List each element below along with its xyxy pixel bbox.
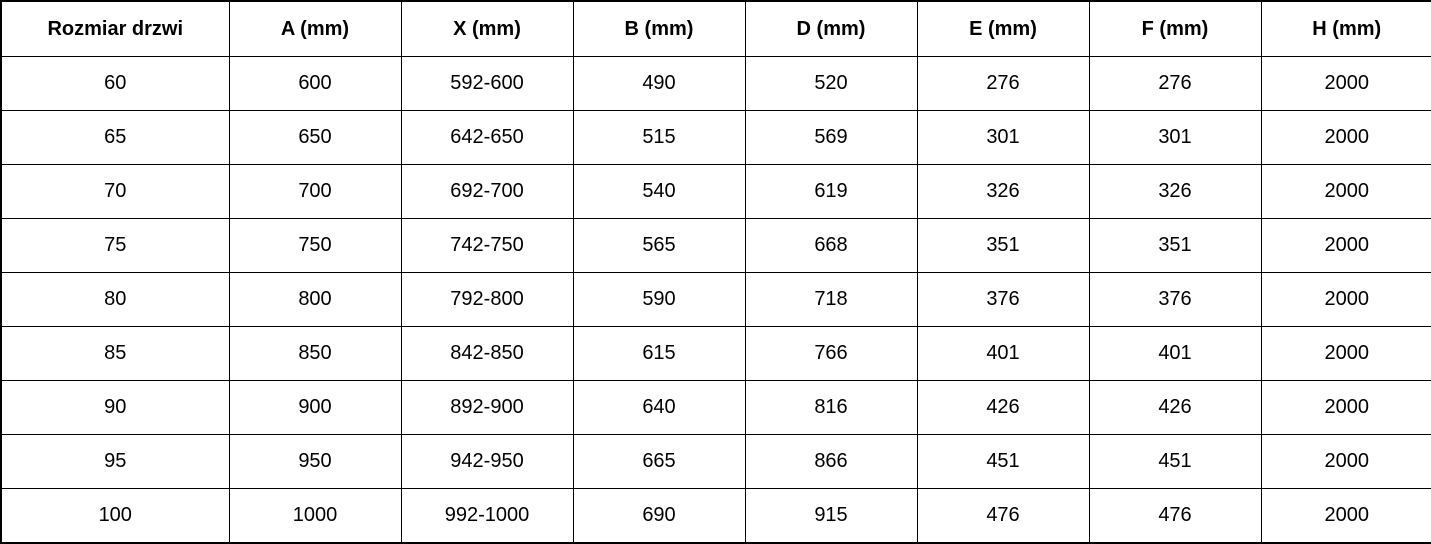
table-cell: 650 bbox=[229, 111, 401, 165]
table-cell: 100 bbox=[1, 489, 229, 544]
table-row bbox=[1, 273, 1431, 327]
table-cell: 742-750 bbox=[401, 219, 573, 273]
table-cell: 842-850 bbox=[401, 327, 573, 381]
table-cell: 540 bbox=[573, 165, 745, 219]
column-header: D (mm) bbox=[745, 1, 917, 57]
table-cell: 2000 bbox=[1261, 327, 1431, 381]
table-cell: 2000 bbox=[1261, 273, 1431, 327]
table-cell: 690 bbox=[573, 489, 745, 544]
table-cell: 915 bbox=[745, 489, 917, 544]
table-cell: 301 bbox=[1089, 111, 1261, 165]
table-cell: 490 bbox=[573, 57, 745, 111]
table-cell: 766 bbox=[745, 327, 917, 381]
table-cell: 992-1000 bbox=[401, 489, 573, 544]
table-cell: 476 bbox=[1089, 489, 1261, 544]
table-cell: 351 bbox=[917, 219, 1089, 273]
table-cell: 718 bbox=[745, 273, 917, 327]
table-cell: 900 bbox=[229, 381, 401, 435]
table-cell: 276 bbox=[1089, 57, 1261, 111]
table-cell: 351 bbox=[1089, 219, 1261, 273]
table-cell: 326 bbox=[1089, 165, 1261, 219]
table-row bbox=[1, 165, 1431, 219]
table-row bbox=[1, 489, 1431, 544]
table-cell: 2000 bbox=[1261, 57, 1431, 111]
table-cell: 65 bbox=[1, 111, 229, 165]
table-cell: 2000 bbox=[1261, 381, 1431, 435]
table-cell: 850 bbox=[229, 327, 401, 381]
table-header bbox=[1, 1, 1431, 57]
table-cell: 792-800 bbox=[401, 273, 573, 327]
table-header-row bbox=[1, 1, 1431, 57]
table-cell: 2000 bbox=[1261, 111, 1431, 165]
table-cell: 565 bbox=[573, 219, 745, 273]
column-header: X (mm) bbox=[401, 1, 573, 57]
table-cell: 668 bbox=[745, 219, 917, 273]
table-cell: 426 bbox=[1089, 381, 1261, 435]
table-cell: 750 bbox=[229, 219, 401, 273]
table-row bbox=[1, 381, 1431, 435]
table-row bbox=[1, 327, 1431, 381]
table-cell: 85 bbox=[1, 327, 229, 381]
table-cell: 642-650 bbox=[401, 111, 573, 165]
column-header: E (mm) bbox=[917, 1, 1089, 57]
table-cell: 619 bbox=[745, 165, 917, 219]
table-row bbox=[1, 111, 1431, 165]
column-header: F (mm) bbox=[1089, 1, 1261, 57]
table-cell: 592-600 bbox=[401, 57, 573, 111]
table-cell: 326 bbox=[917, 165, 1089, 219]
table-cell: 950 bbox=[229, 435, 401, 489]
column-header: B (mm) bbox=[573, 1, 745, 57]
table-cell: 1000 bbox=[229, 489, 401, 544]
table-cell: 665 bbox=[573, 435, 745, 489]
table-cell: 75 bbox=[1, 219, 229, 273]
table-cell: 80 bbox=[1, 273, 229, 327]
column-header: Rozmiar drzwi bbox=[1, 1, 229, 57]
table-cell: 892-900 bbox=[401, 381, 573, 435]
table-cell: 376 bbox=[917, 273, 1089, 327]
table-cell: 520 bbox=[745, 57, 917, 111]
table-cell: 426 bbox=[917, 381, 1089, 435]
table-cell: 569 bbox=[745, 111, 917, 165]
table-cell: 2000 bbox=[1261, 165, 1431, 219]
table-cell: 95 bbox=[1, 435, 229, 489]
table-cell: 451 bbox=[917, 435, 1089, 489]
table-row bbox=[1, 57, 1431, 111]
table-cell: 476 bbox=[917, 489, 1089, 544]
table-cell: 60 bbox=[1, 57, 229, 111]
table-cell: 866 bbox=[745, 435, 917, 489]
table-cell: 816 bbox=[745, 381, 917, 435]
table-cell: 2000 bbox=[1261, 435, 1431, 489]
table-cell: 600 bbox=[229, 57, 401, 111]
table-cell: 2000 bbox=[1261, 219, 1431, 273]
table-cell: 276 bbox=[917, 57, 1089, 111]
table-body bbox=[1, 57, 1431, 544]
table-cell: 376 bbox=[1089, 273, 1261, 327]
table-cell: 700 bbox=[229, 165, 401, 219]
table-cell: 692-700 bbox=[401, 165, 573, 219]
table-row bbox=[1, 435, 1431, 489]
table-cell: 401 bbox=[917, 327, 1089, 381]
table-cell: 942-950 bbox=[401, 435, 573, 489]
column-header: H (mm) bbox=[1261, 1, 1431, 57]
table-cell: 70 bbox=[1, 165, 229, 219]
table-cell: 2000 bbox=[1261, 489, 1431, 544]
column-header: A (mm) bbox=[229, 1, 401, 57]
table-cell: 515 bbox=[573, 111, 745, 165]
table-cell: 451 bbox=[1089, 435, 1261, 489]
table-cell: 800 bbox=[229, 273, 401, 327]
table-cell: 401 bbox=[1089, 327, 1261, 381]
table-cell: 615 bbox=[573, 327, 745, 381]
table-cell: 301 bbox=[917, 111, 1089, 165]
table-cell: 640 bbox=[573, 381, 745, 435]
table-cell: 590 bbox=[573, 273, 745, 327]
table-row bbox=[1, 219, 1431, 273]
table-cell: 90 bbox=[1, 381, 229, 435]
